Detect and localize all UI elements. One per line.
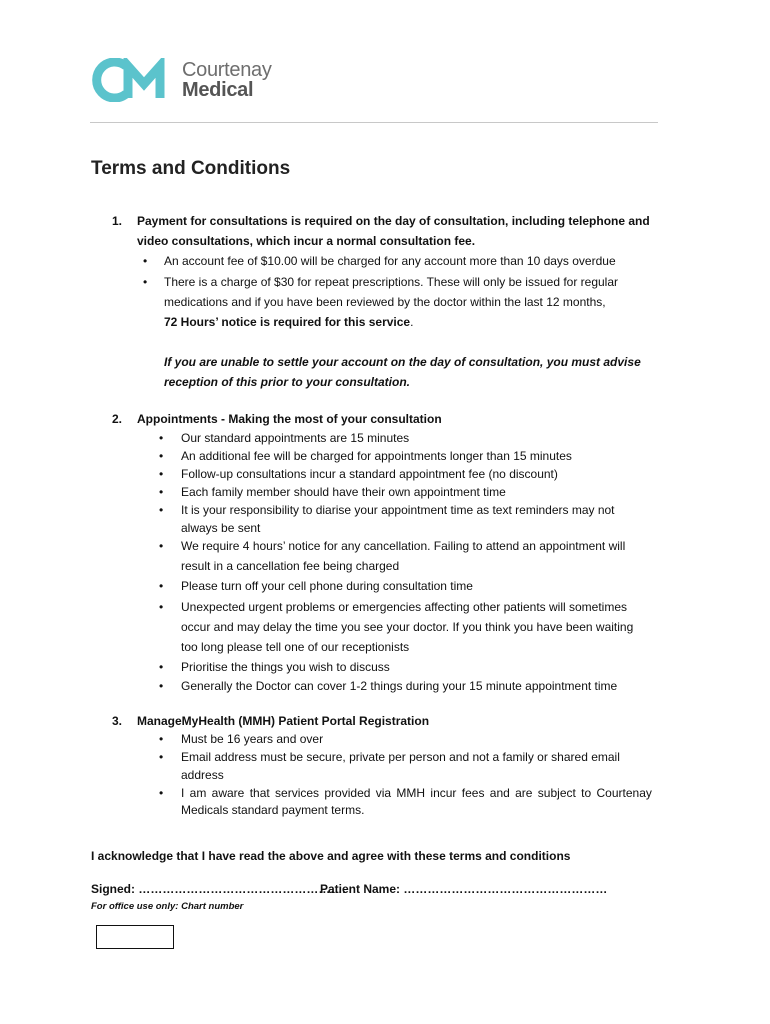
bullet-icon: • [159,600,164,614]
section-2-item-3: Follow-up consultations incur a standard appointment fee (no discount) [181,467,558,481]
bullet-icon: • [159,539,164,553]
section-3-item-1: Must be 16 years and over [181,732,324,746]
section-3-item-3-line-1: I am aware that services provided via MMH incur fees and are subject to Courtenay [181,786,652,800]
section-2-item-8-line-3: too long please tell one of our receptionists [181,640,410,654]
logo-name: Courtenay [182,59,272,81]
bullet-icon: • [159,449,164,463]
section-2-item-4: Each family member should have their own appointment time [181,485,506,499]
section-3-number: 3. [112,714,123,728]
section-3-heading: ManageMyHealth (MMH) Patient Portal Registration [137,714,430,728]
bullet-icon: • [159,579,164,593]
page-title: Terms and Conditions [91,158,291,179]
bullet-icon: • [159,732,164,746]
section-1-item-2-line-1: There is a charge of $30 for repeat prescriptions. These will only be issued for regular [164,275,619,289]
section-3-item-2-line-1: Email address must be secure, private per person and not a family or shared email [181,750,620,764]
section-1-item-2-line-2: medications and if you have been reviewed by the doctor within the last 12 months, [164,295,606,309]
office-use-label: For office use only: Chart number [91,901,244,912]
notice-suffix: . [410,315,414,329]
section-2-item-7: Please turn off your cell phone during consultation time [181,579,473,593]
notice-requirement: 72 Hours’ notice is required for this service [164,315,411,329]
logo-sub: Medical [182,79,254,101]
signed-field[interactable]: Signed: ……………………………………………. [91,882,346,896]
payment-note-line-2: reception of this prior to your consultation. [164,375,411,389]
section-1-heading-line-2: video consultations, which incur a normal consultation fee. [137,234,476,248]
patient-name-field[interactable]: Patient Name: …………………………………………… [320,882,608,896]
bullet-icon: • [159,786,164,800]
section-2-item-6-line-2: result in a cancellation fee being charged [181,559,400,573]
section-2-item-6-line-1: We require 4 hours’ notice for any cancellation. Failing to attend an appointment will [181,539,626,553]
header-divider [90,122,658,123]
bullet-icon: • [159,660,164,674]
section-2-number: 2. [112,412,123,426]
section-1-item-1: An account fee of $10.00 will be charged for any account more than 10 days overdue [164,254,616,268]
section-1-item-2-line-3 [164,316,413,328]
bullet-icon: • [143,254,148,268]
payment-note-line-1: If you are unable to settle your account on the day of consultation, you must advise [164,355,641,369]
section-2-item-9: Prioritise the things you wish to discuss [181,660,390,674]
section-3-item-3-line-2: Medicals standard payment terms. [181,803,365,817]
bullet-icon: • [159,503,164,517]
section-2-item-5-line-1: It is your responsibility to diarise your appointment time as text reminders may not [181,503,615,517]
section-2-item-10: Generally the Doctor can cover 1-2 things during your 15 minute appointment time [181,679,618,693]
section-2-item-2: An additional fee will be charged for appointments longer than 15 minutes [181,449,572,463]
section-2-item-8-line-1: Unexpected urgent problems or emergencies affecting other patients will sometimes [181,600,628,614]
section-1-heading-line-1: Payment for consultations is required on the day of consultation, including telephone and [137,214,650,228]
section-2-item-8-line-2: occur and may delay the time you see your doctor. If you think you have been waiting [181,620,634,634]
section-2-item-1: Our standard appointments are 15 minutes [181,431,410,445]
section-3-item-2-line-2: address [181,768,224,782]
section-2-item-5-line-2: always be sent [181,521,261,535]
courtenay-medical-logo [90,58,272,102]
cm-logo-icon [90,58,176,102]
bullet-icon: • [159,679,164,693]
section-1-number: 1. [112,214,123,228]
chart-number-box[interactable] [96,925,174,949]
section-2-heading: Appointments - Making the most of your consultation [137,412,442,426]
bullet-icon: • [159,431,164,445]
bullet-icon: • [159,467,164,481]
bullet-icon: • [159,750,164,764]
bullet-icon: • [143,275,148,289]
bullet-icon: • [159,485,164,499]
acknowledgement-text: I acknowledge that I have read the above and agree with these terms and conditions [91,849,571,863]
